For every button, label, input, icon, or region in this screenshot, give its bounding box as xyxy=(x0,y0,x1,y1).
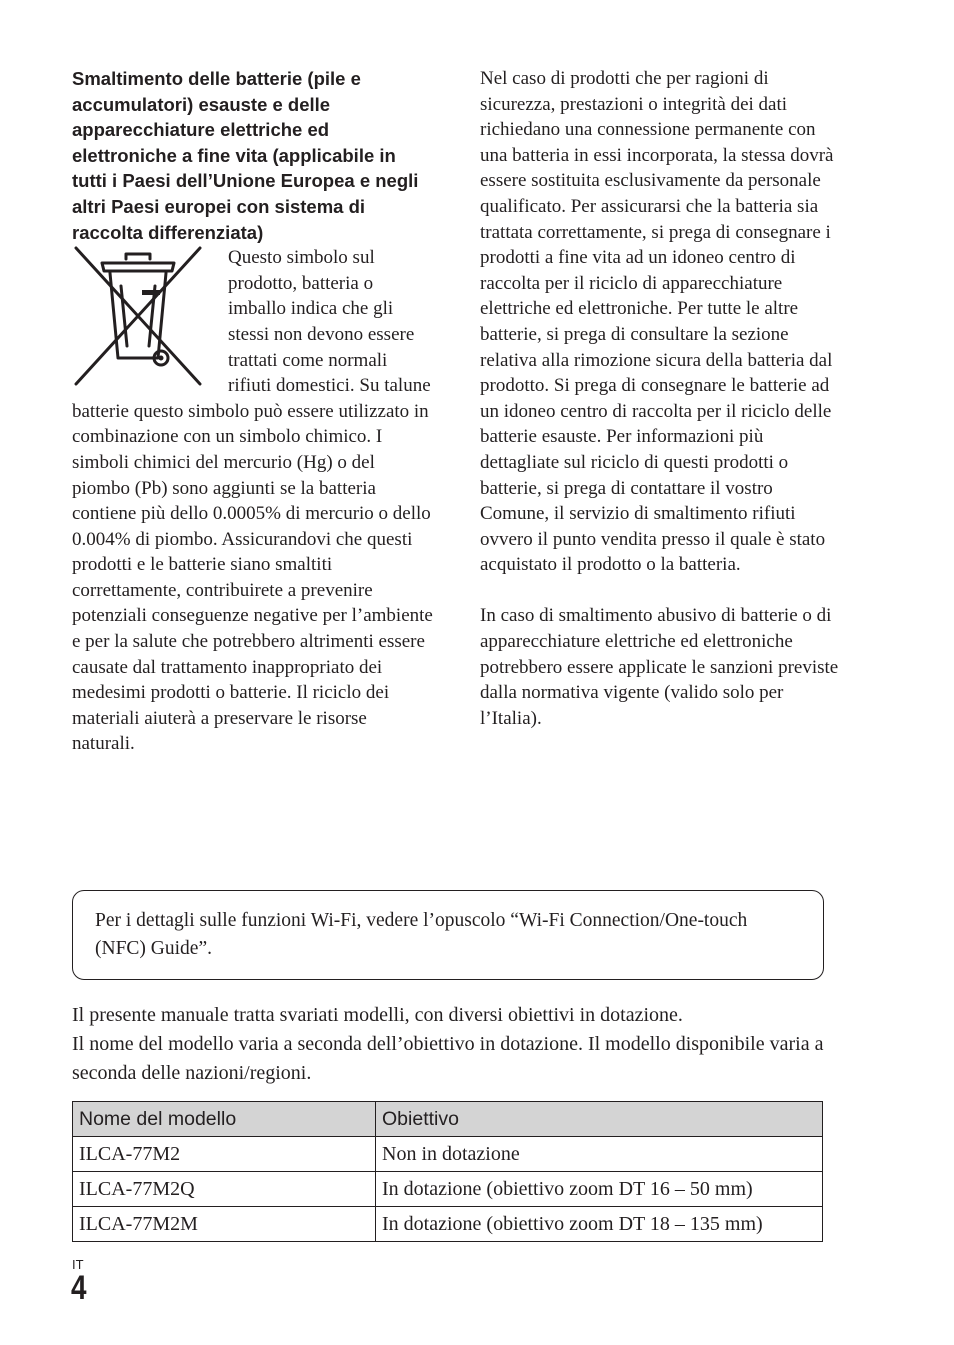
right-column xyxy=(480,66,846,731)
model-cell: ILCA-77M2Q xyxy=(73,1172,376,1207)
page-number: 4 xyxy=(71,1269,87,1307)
model-cell: ILCA-77M2 xyxy=(73,1137,376,1172)
manual-intro xyxy=(72,1001,862,1088)
table-row xyxy=(73,1137,823,1172)
lens-cell: In dotazione (obiettivo zoom DT 18 – 135 mm) xyxy=(376,1207,823,1242)
model-cell: ILCA-77M2M xyxy=(73,1207,376,1242)
wifi-note-box xyxy=(72,890,824,980)
intro-line-2: Il nome del modello varia a seconda dell’obiettivo in dotazione. Il modello disponibile varia a seconda delle nazioni/regioni. xyxy=(72,1033,824,1084)
table-row xyxy=(73,1172,823,1207)
language-label: IT xyxy=(72,1257,84,1272)
header-lens: Obiettivo xyxy=(376,1102,823,1137)
lens-cell: Non in dotazione xyxy=(376,1137,823,1172)
crossed-out-wheeled-bin-icon xyxy=(72,246,222,388)
left-column xyxy=(72,66,434,757)
table-row xyxy=(73,1207,823,1242)
intro-line-1: Il presente manuale tratta svariati modelli, con diversi obiettivi in dotazione. xyxy=(72,1004,683,1026)
sanctions-paragraph: In caso di smaltimento abusivo di batterie o di apparecchiature elettriche ed elettroniche potrebbero essere applicate le sanzioni previste dalla normativa vigente (valido solo per l’Italia). xyxy=(480,605,839,729)
table-header-row xyxy=(73,1102,823,1137)
model-table xyxy=(72,1101,823,1242)
battery-replacement-paragraph: Nel caso di prodotti che per ragioni di sicurezza, prestazioni o integrità dei dati richiedano una connessione permanente con una batteria in essi incorporata, la stessa dovrà essere sostituita esclusivamente da personale qualificato. Per assicurarsi che la batteria sia trattata correttamente, si prega di consegnare i prodotti a fine vita ad un idoneo centro di raccolta per il riciclo di apparecchiature elettriche ed elettroniche. Per tutte le altre batterie, si prega di consultare la sezione relativa alla rimozione sicura della batteria dal prodotto. Si prega di consegnare le batterie ad un idoneo centro di raccolta per il riciclo delle batterie esauste. Per informazioni più dettagliate sul riciclo di questi prodotti o batterie, si prega di contattare il vostro Comune, il servizio di smaltimento rifiuti ovvero il punto vendita presso il quale è stato acquistato il prodotto o la batteria. xyxy=(480,68,834,576)
lens-cell: In dotazione (obiettivo zoom DT 16 – 50 mm) xyxy=(376,1172,823,1207)
wifi-note-text: Per i dettagli sulle funzioni Wi-Fi, vedere l’opuscolo “Wi-Fi Connection/One-touch (NFC) Guide”. xyxy=(95,910,748,959)
header-model-name: Nome del modello xyxy=(73,1102,376,1137)
disposal-heading: Smaltimento delle batterie (pile e accumulatori) esauste e delle apparecchiature elettriche ed elettroniche a fine vita (applicabile in tutti i Paesi dell’Unione Europea e negli altri Paesi europei con sistema di raccolta differenziata) xyxy=(72,68,419,243)
disposal-body: Questo simbolo sul prodotto, batteria o imballo indica che gli stessi non devono essere trattati come normali rifiuti domestici. Su talune batterie questo simbolo può essere utilizzato in combinazione con un simbolo chimico. I simboli chimici del mercurio (Hg) o del piombo (Pb) sono aggiunti se la batteria contiene più dello 0.0005% di mercurio o dello 0.004% di piombo. Assicurandovi che questi prodotti e le batterie siano smaltiti correttamente, contribuirete a prevenire potenziali conseguenze negative per l’ambiente e per la salute che potrebbero altrimenti essere causate dal trattamento inappropriato dei medesimi prodotti o batterie. Il riciclo dei materiali aiuterà a preservare le risorse naturali. xyxy=(72,247,433,755)
